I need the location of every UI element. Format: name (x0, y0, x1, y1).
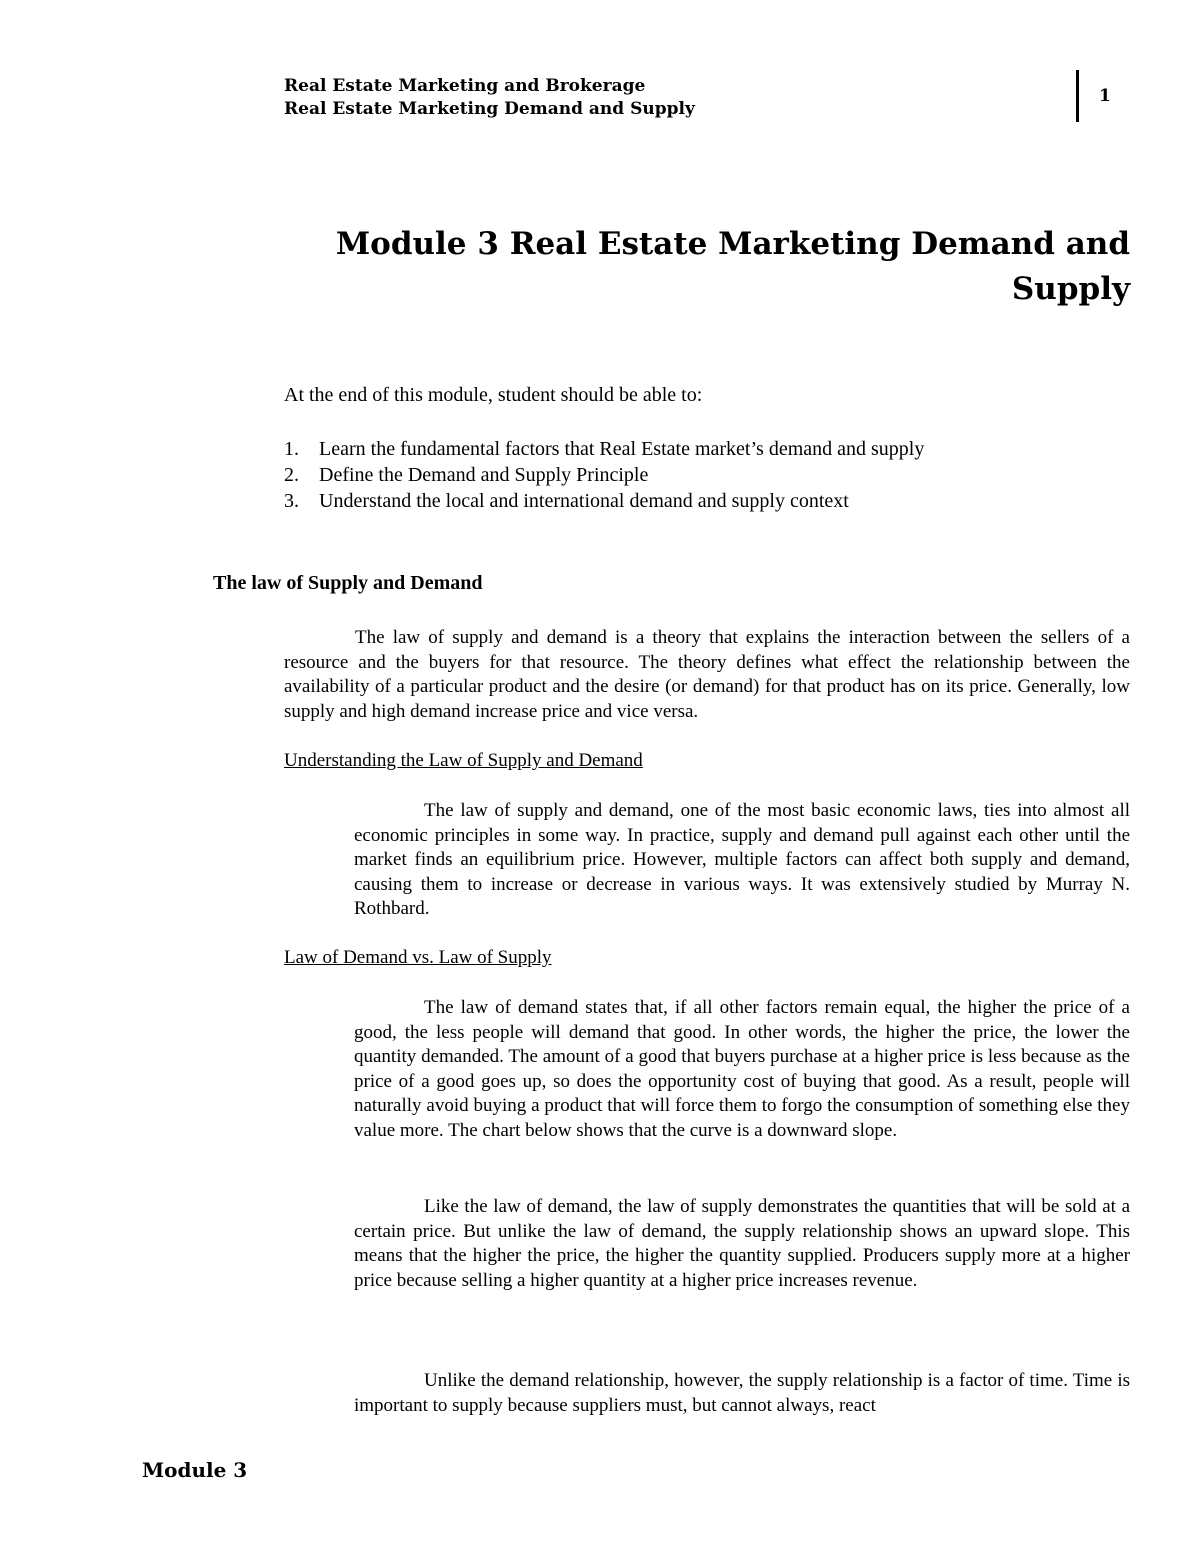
objective-item (284, 436, 924, 462)
objective-number: 1. (284, 438, 299, 460)
paragraph-understanding-law: The law of supply and demand, one of the most basic economic laws, ties into almost all economic principles in some way. In practice, supply and demand pull against each other until the market finds an equilibrium price. However, multiple factors can affect both supply and demand, causing them to increase or decrease in various ways. It was extensively studied by Murray N. Rothbard. (354, 800, 1130, 919)
objective-item (284, 462, 924, 488)
header-course-title: Real Estate Marketing and Brokerage (284, 76, 646, 96)
subheading-demand-vs-supply: Law of Demand vs. Law of Supply (284, 947, 552, 968)
paragraph-law-of-supply: Like the law of demand, the law of supply demonstrates the quantities that will be sold at a certain price. But unlike the law of demand, the supply relationship shows an upward slope. This means that the higher the price, the higher the quantity supplied. Producers supply more at a higher price because selling a higher quantity at a higher price increases revenue. (354, 1196, 1130, 1291)
page-number: 1 (1099, 86, 1111, 106)
objectives-intro: At the end of this module, student should be able to: (284, 384, 703, 406)
subheading-understanding-law: Understanding the Law of Supply and Demand (284, 750, 643, 771)
footer-module-label: Module 3 (142, 1458, 248, 1482)
objective-text: Learn the fundamental factors that Real Estate market’s demand and supply (319, 438, 925, 460)
objective-text: Understand the local and international demand and supply context (319, 490, 849, 512)
header-divider (1076, 70, 1079, 122)
objectives-list (284, 436, 924, 514)
objective-text: Define the Demand and Supply Principle (319, 464, 649, 486)
objective-number: 3. (284, 490, 299, 512)
objective-number: 2. (284, 464, 299, 486)
paragraph-law-of-demand: The law of demand states that, if all other factors remain equal, the higher the price of a good, the less people will demand that good. In other words, the higher the price, the lower the quantity demanded. The amount of a good that buyers purchase at a higher price is less because as the price of a good goes up, so does the opportunity cost of buying that good. As a result, people will naturally avoid buying a product that will force them to forgo the consumption of something else they value more. The chart below shows that the curve is a downward slope. (354, 997, 1130, 1141)
objective-item (284, 488, 924, 514)
paragraph-supply-time-factor: Unlike the demand relationship, however, the supply relationship is a factor of time. Time is important to supply because suppliers must, but cannot always, react (354, 1370, 1130, 1416)
module-title: Module 3 Real Estate Marketing Demand and Supply (335, 226, 1130, 307)
section-heading: The law of Supply and Demand (213, 572, 483, 594)
header-topic-title: Real Estate Marketing Demand and Supply (284, 99, 695, 119)
paragraph-law-overview: The law of supply and demand is a theory that explains the interaction between the sellers of a resource and the buyers for that resource. The theory defines what effect the relationship between the availability of a particular product and the desire (or demand) for that product has on its price. Generally, low supply and high demand increase price and vice versa. (284, 627, 1130, 722)
